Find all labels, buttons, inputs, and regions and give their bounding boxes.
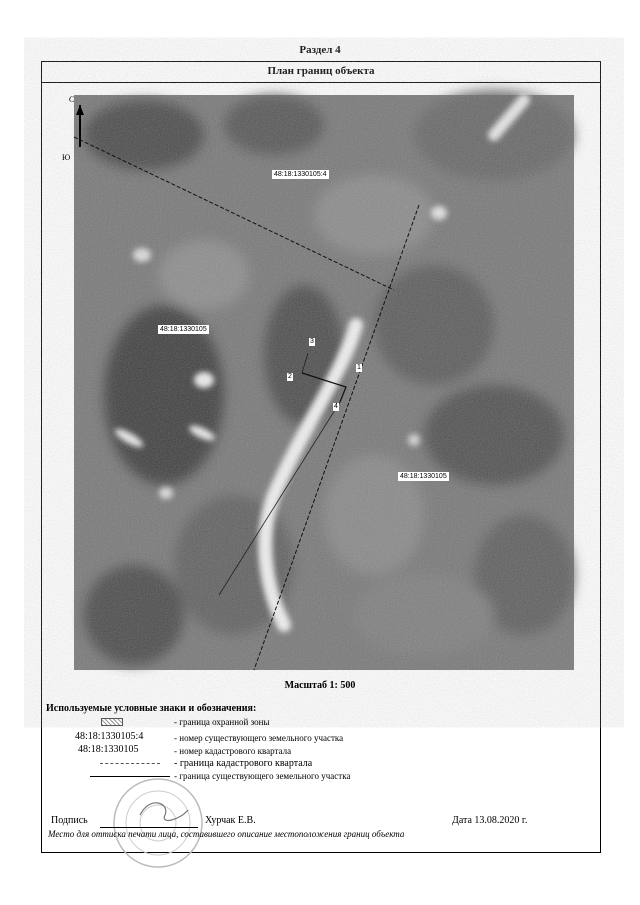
quarter-label-east: 48:18:1330105 [400, 473, 447, 480]
legend-desc-protection-zone: - граница охранной зоны [174, 717, 270, 727]
legend-desc-parcel-number: - номер существующего земельного участка [174, 733, 344, 743]
signatory-name: Хурчак Е.В. [205, 815, 256, 826]
parcel-label-existing: 48:18:1330105:4 [274, 171, 327, 178]
legend-quarter-number-symbol: 48:18:1330105 [78, 744, 139, 755]
boundary-point-1: 1 [357, 364, 361, 371]
seal-stamp-icon [110, 775, 206, 871]
signature-date: Дата 13.08.2020 г. [452, 815, 528, 826]
south-label: Ю [62, 153, 71, 162]
plan-title-row [41, 61, 601, 83]
section-title: Раздел 4 [299, 44, 341, 56]
aerial-map-image [74, 95, 574, 670]
legend-title: Используемые условные знаки и обозначения: [46, 703, 257, 714]
aerial-map [62, 95, 574, 670]
seal-note: Место для оттиска печати лица, составившего описание местоположения границ объекта [48, 829, 405, 839]
legend-desc-quarter-boundary: - граница кадастрового квартала [174, 758, 313, 769]
legend-quarter-boundary-symbol [100, 763, 160, 764]
quarter-label-west: 48:18:1330105 [160, 326, 207, 333]
boundary-point-2: 2 [288, 373, 292, 380]
plan-title: План границ объекта [267, 65, 375, 77]
legend-protection-zone-symbol [101, 718, 123, 726]
legend-desc-parcel-boundary: - граница существующего земельного участка [174, 771, 351, 781]
boundary-point-4: 4 [334, 403, 338, 410]
signature-line [100, 827, 198, 828]
north-label: С [69, 95, 75, 104]
signature-label: Подпись [51, 815, 88, 826]
boundary-point-3: 3 [310, 338, 314, 345]
scale-label: Масштаб 1: 500 [284, 680, 356, 691]
legend-parcel-number-symbol: 48:18:1330105:4 [75, 731, 144, 742]
legend-desc-quarter-number: - номер кадастрового квартала [174, 746, 292, 756]
